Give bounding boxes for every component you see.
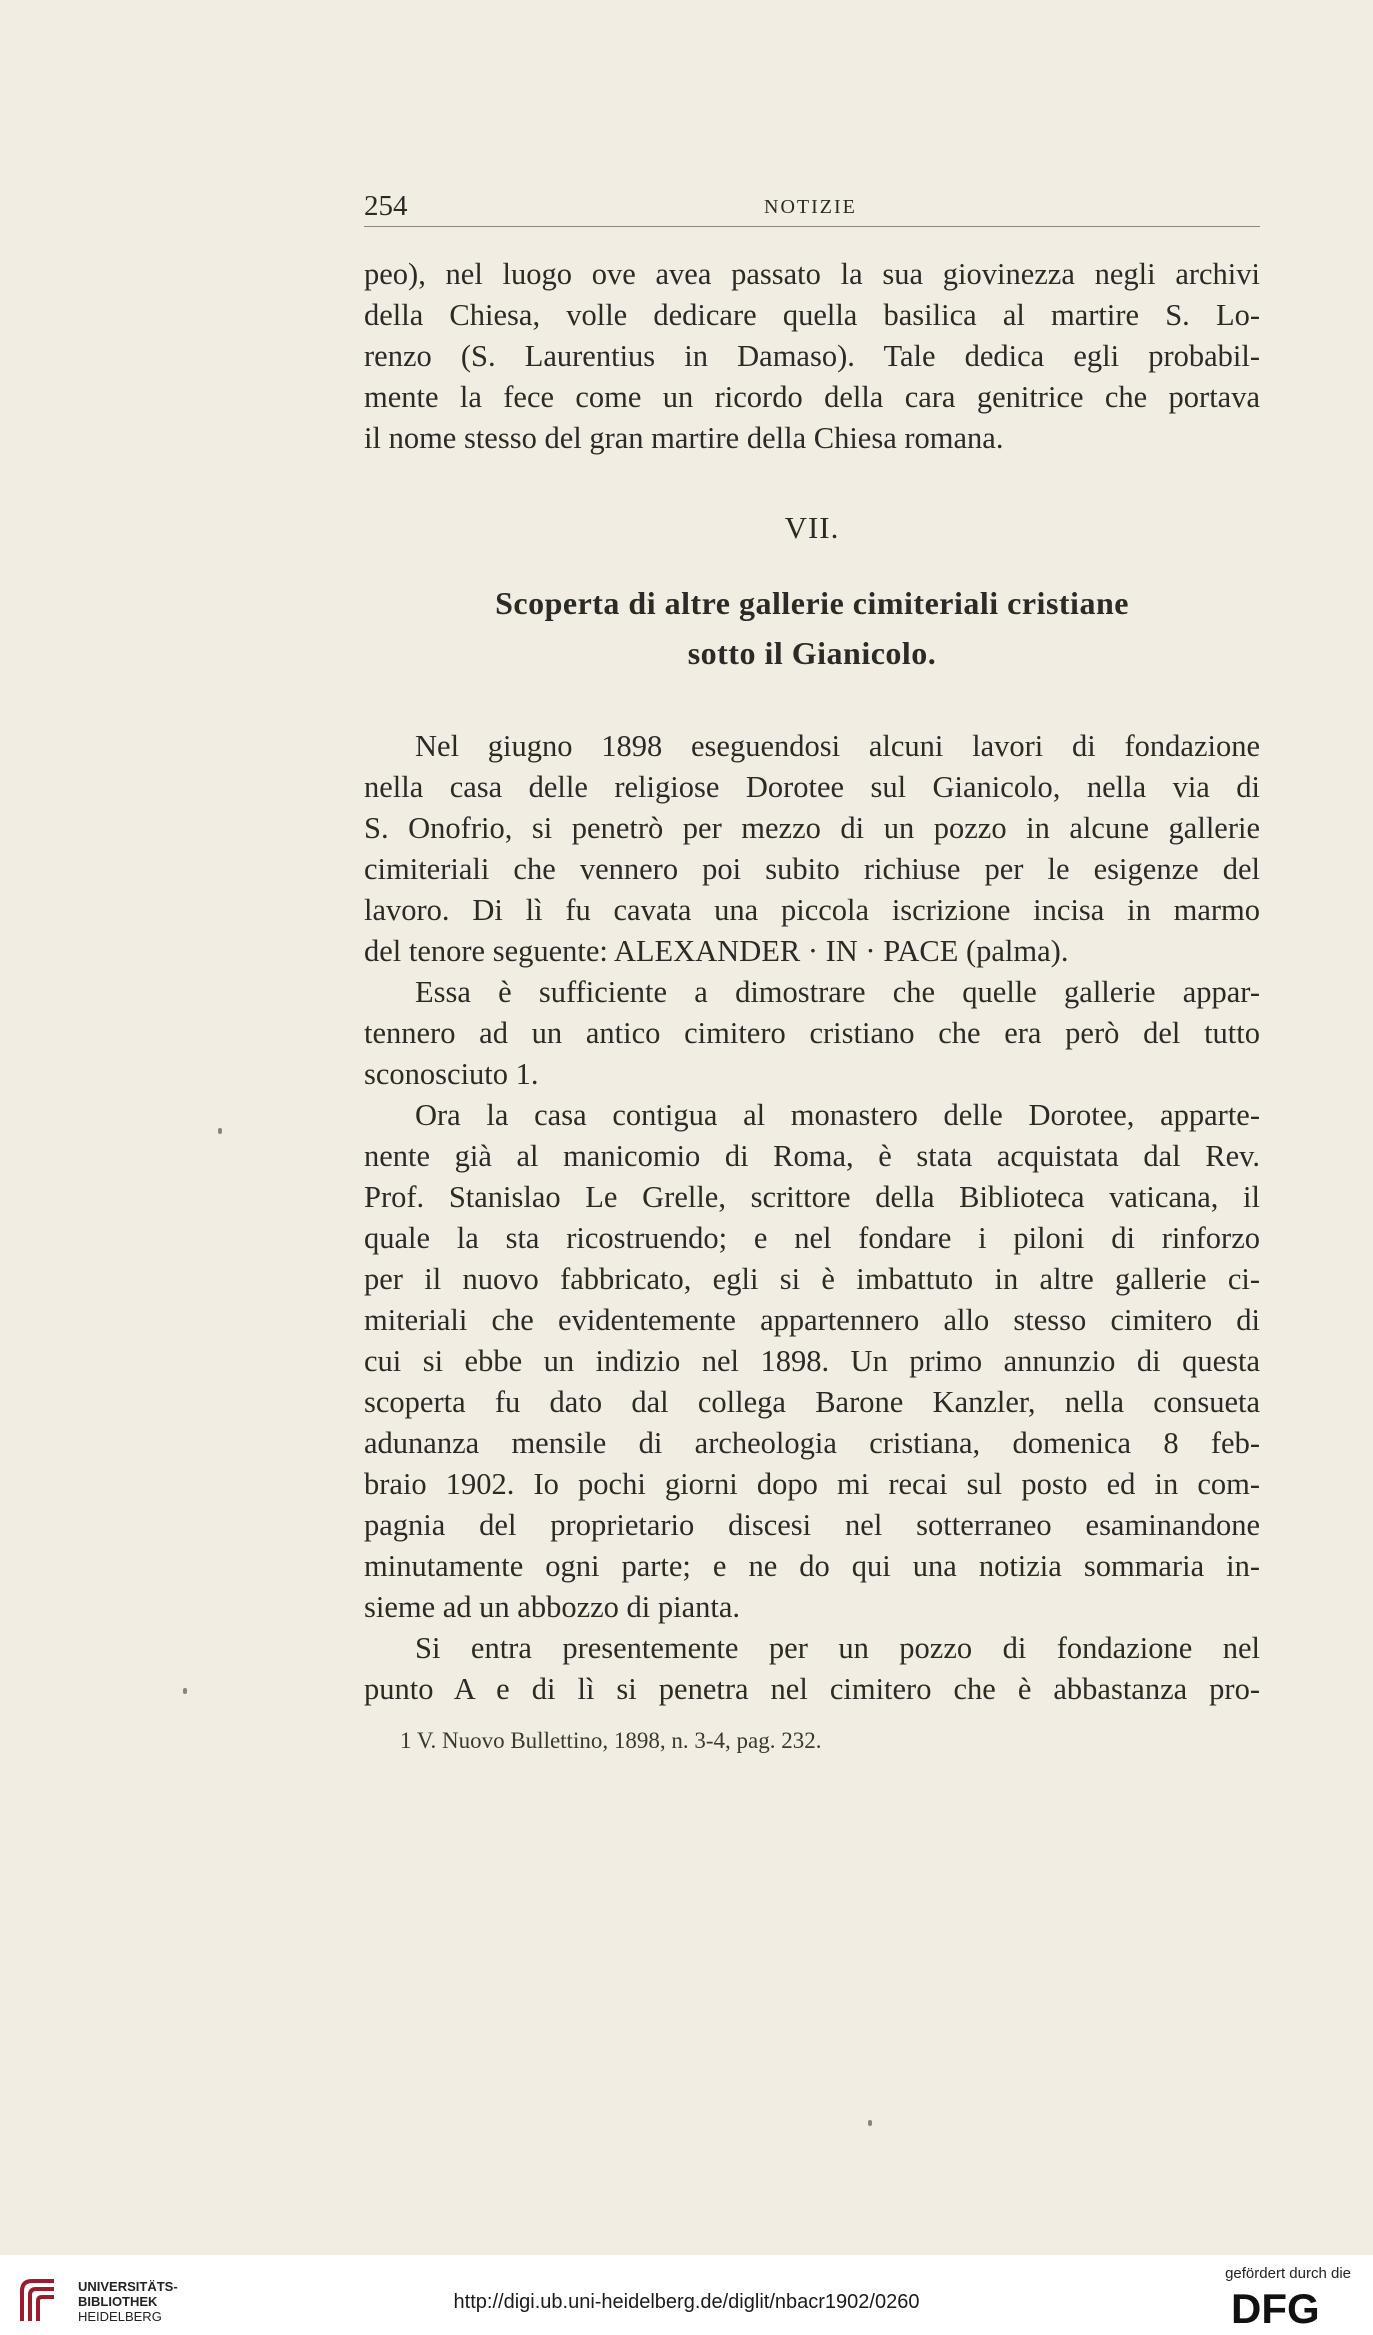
section-title-line-1: Scoperta di altre gallerie cimiteriali cristiane bbox=[495, 585, 1129, 621]
text-line: cimiteriali che vennero poi subito richiuse per le esigenze del bbox=[364, 852, 1260, 886]
text-line: cui si ebbe un indizio nel 1898. Un primo annunzio di questa bbox=[364, 1344, 1260, 1378]
text-line: nella casa delle religiose Dorotee sul Gianicolo, nella via di bbox=[364, 770, 1260, 804]
text-line: S. Onofrio, si penetrò per mezzo di un pozzo in alcune gallerie bbox=[364, 811, 1260, 845]
text-line: lavoro. Di lì fu cavata una piccola iscrizione incisa in marmo bbox=[364, 893, 1260, 927]
institution-line: HEIDELBERG bbox=[78, 2309, 162, 2324]
paragraph bbox=[364, 726, 1260, 972]
text-line: renzo (S. Laurentius in Damaso). Tale dedica egli probabil- bbox=[364, 339, 1260, 373]
text-line: Essa è sufficiente a dimostrare che quelle gallerie appar- bbox=[415, 975, 1260, 1009]
dfg-logo bbox=[1231, 2287, 1351, 2327]
body-text bbox=[364, 254, 1260, 1710]
dfg-logo-text: DFG bbox=[1231, 2287, 1320, 2327]
funded-by-label: gefördert durch die bbox=[1225, 2265, 1351, 2282]
institution-line: BIBLIOTHEK bbox=[78, 2294, 158, 2309]
paragraph-continuation bbox=[364, 254, 1260, 459]
text-line: Ora la casa contigua al monastero delle Dorotee, apparte- bbox=[415, 1098, 1260, 1132]
section-title-line-2: sotto il Gianicolo. bbox=[687, 635, 937, 671]
paragraph bbox=[364, 1628, 1260, 1710]
text-line: braio 1902. Io pochi giorni dopo mi recai sul posto ed in com- bbox=[364, 1467, 1260, 1501]
text-line: adunanza mensile di archeologia cristiana, domenica 8 feb- bbox=[364, 1426, 1260, 1460]
text-line: Prof. Stanislao Le Grelle, scrittore della Biblioteca vaticana, il bbox=[364, 1180, 1260, 1214]
section-number: VII. bbox=[784, 510, 840, 545]
text-line: tennero ad un antico cimitero cristiano che era però del tutto bbox=[364, 1016, 1260, 1050]
text-line: quale la sta ricostruendo; e nel fondare i piloni di rinforzo bbox=[364, 1221, 1260, 1255]
page-number: 254 bbox=[364, 190, 408, 222]
text-line: sconosciuto 1. bbox=[364, 1057, 539, 1091]
digitization-footer bbox=[0, 2255, 1373, 2335]
text-line: miteriali che evidentemente appartennero allo stesso cimitero di bbox=[364, 1303, 1260, 1337]
text-line: punto A e di lì si penetra nel cimitero che è abbastanza pro- bbox=[364, 1672, 1260, 1706]
institution-line: UNIVERSITÄTS- bbox=[78, 2279, 178, 2294]
text-line: pagnia del proprietario discesi nel sotterraneo esaminandone bbox=[364, 1508, 1260, 1542]
text-line: per il nuovo fabbricato, egli si è imbattuto in altre gallerie ci- bbox=[364, 1262, 1260, 1296]
text-line: mente la fece come un ricordo della cara genitrice che portava bbox=[364, 380, 1260, 414]
text-line: peo), nel luogo ove avea passato la sua giovinezza negli archivi bbox=[364, 257, 1260, 291]
text-line: della Chiesa, volle dedicare quella basilica al martire S. Lo- bbox=[364, 298, 1260, 332]
paragraph bbox=[364, 1095, 1260, 1628]
text-line: minutamente ogni parte; e ne do qui una notizia sommaria in- bbox=[364, 1549, 1260, 1583]
text-line: scoperta fu dato dal collega Barone Kanzler, nella consueta bbox=[364, 1385, 1260, 1419]
footnote: 1 V. Nuovo Bullettino, 1898, n. 3-4, pag. 232. bbox=[400, 1728, 822, 1753]
text-line: nente già al manicomio di Roma, è stata acquistata dal Rev. bbox=[364, 1139, 1260, 1173]
text-line: sieme ad un abbozzo di pianta. bbox=[364, 1590, 741, 1624]
paragraph bbox=[364, 972, 1260, 1095]
text-line: Si entra presentemente per un pozzo di fondazione nel bbox=[415, 1631, 1260, 1665]
text-line: il nome stesso del gran martire della Chiesa romana. bbox=[364, 421, 1004, 455]
section-title bbox=[364, 578, 1260, 678]
paper-speck bbox=[218, 1128, 222, 1134]
paper-speck bbox=[183, 1688, 187, 1694]
permalink-url[interactable]: http://digi.ub.uni-heidelberg.de/diglit/nbacr1902/0260 bbox=[453, 2291, 920, 2313]
paper-speck bbox=[868, 2120, 872, 2126]
page-header bbox=[364, 190, 1260, 227]
text-line: del tenore seguente: ALEXANDER · IN · PACE (palma). bbox=[364, 934, 1069, 968]
running-head: NOTIZIE bbox=[764, 196, 857, 218]
text-line: Nel giugno 1898 eseguendosi alcuni lavori di fondazione bbox=[415, 729, 1260, 763]
